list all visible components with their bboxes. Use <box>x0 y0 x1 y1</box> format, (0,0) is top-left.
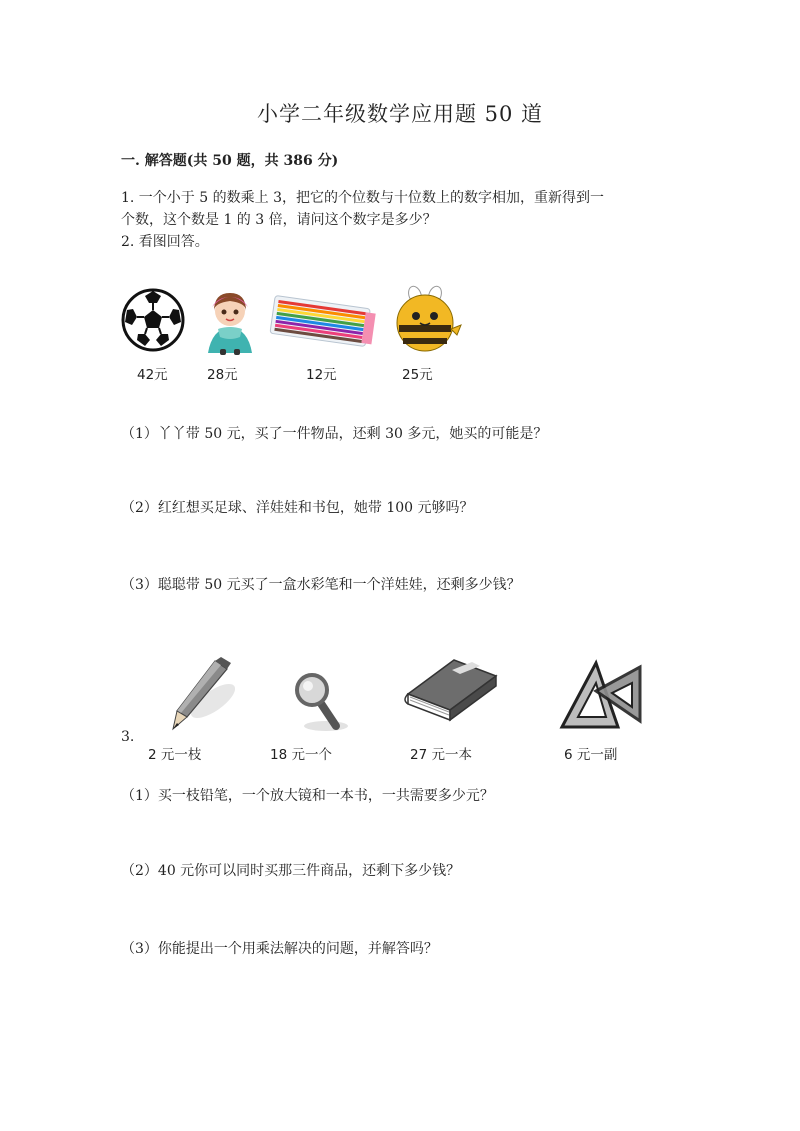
question-1-line-1: 1. 一个小于 5 的数乘上 3，把它的个位数与十位数上的数字相加，重新得到一 <box>121 190 604 206</box>
question-2-sub-1: （1）丫丫带 50 元，买了一件物品，还剩 30 多元，她买的可能是？ <box>121 426 548 442</box>
price-backpack: 25元 <box>402 367 433 383</box>
question-1 <box>121 187 604 253</box>
question-3-sub-1: （1）买一枝铅笔，一个放大镜和一本书，一共需要多少元？ <box>121 788 494 804</box>
question-3-sub-3: （3）你能提出一个用乘法解决的问题，并解答吗？ <box>121 941 438 957</box>
magnifier-icon <box>292 672 352 734</box>
question-3-label: 3. <box>121 729 135 745</box>
question-1-line-2: 个数，这个数是 1 的 3 倍，请问这个数字是多少？ <box>121 212 437 228</box>
question-2-label: 2. 看图回答。 <box>121 234 209 250</box>
question-2-sub-3: （3）聪聪带 50 元买了一盒水彩笔和一个洋娃娃，还剩多少钱？ <box>121 577 521 593</box>
price-book: 27 元一本 <box>410 747 472 763</box>
price-doll: 28元 <box>207 367 238 383</box>
page-title: 小学二年级数学应用题 50 道 <box>256 102 544 126</box>
doll-icon <box>190 285 270 355</box>
price-soccer-ball: 42元 <box>137 367 168 383</box>
price-magnifier: 18 元一个 <box>270 747 332 763</box>
section-heading: 一. 解答题(共 50 题，共 386 分) <box>121 153 339 169</box>
price-watercolor-pens: 12元 <box>306 367 337 383</box>
pencil-icon <box>165 655 245 735</box>
price-triangle-ruler: 6 元一副 <box>564 747 618 763</box>
soccer-ball-icon <box>121 288 185 352</box>
question-3-sub-2: （2）40 元你可以同时买那三件商品，还剩下多少钱？ <box>121 863 461 879</box>
watercolor-pens-icon <box>270 292 380 352</box>
question-2-sub-2: （2）红红想买足球、洋娃娃和书包，她带 100 元够吗？ <box>121 500 474 516</box>
bee-backpack-icon <box>385 283 465 355</box>
triangle-ruler-icon <box>556 657 646 735</box>
book-icon <box>402 654 502 724</box>
price-pencil: 2 元一枝 <box>148 747 202 763</box>
